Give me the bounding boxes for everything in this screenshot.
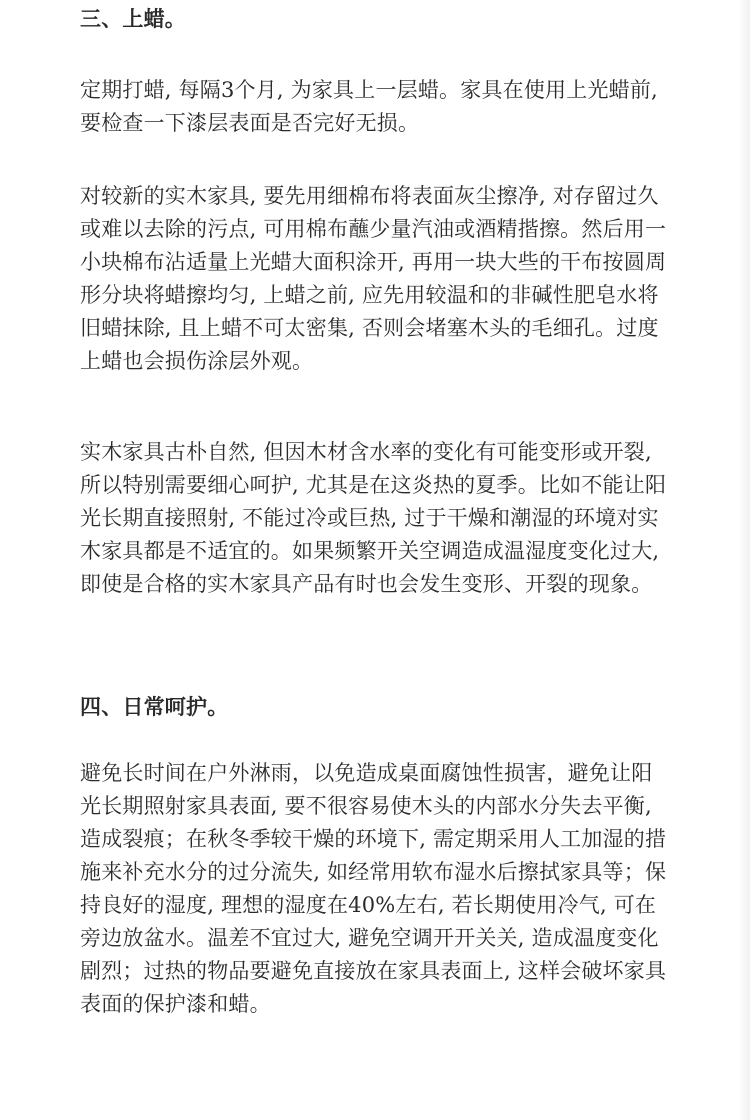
paragraph-daily-care: 避免长时间在户外淋雨，以免造成桌面腐蚀性损害，避免让阳光长期照射家具表面, 要不很容易使木头的内部水分失去平衡, 造成裂痕；在秋冬季较干燥的环境下, 需定期采用人工加湿的措施来补充水分的过分流失, 如经常用软布湿水后擦拭家具等；保持良好的湿度, 理想的湿度在40%左右, 若长期使用冷气, 可在旁边放盆水。温差不宜过大, 避免空调开开关关, 造成温度变化剧烈；过热的物品要避免直接放在家具表面上, 这样会破坏家具表面的保护漆和蜡。 (80, 761, 667, 1016)
section-heading-wax: 三、上蜡。 (80, 6, 186, 31)
paragraph-wood-care: 实木家具古朴自然, 但因木材含水率的变化有可能变形或开裂, 所以特别需要细心呵护, 尤其是在这炎热的夏季。比如不能让阳光长期直接照射, 不能过冷或巨热, 过于干燥和潮湿的环境对实木家具都是不适宜的。如果频繁开关空调造成温湿度变化过大, 即使是合格的实木家具产品有时也会发生变形、开裂的现象。 (80, 440, 667, 596)
section-heading-daily-care: 四、日常呵护。 (80, 694, 229, 719)
page-edge-shadow (738, 0, 750, 1120)
paragraph-wax-schedule: 定期打蜡, 每隔3个月, 为家具上一层蜡。家具在使用上光蜡前, 要检查一下漆层表面是否完好无损。 (80, 78, 658, 135)
paragraph-wax-method: 对较新的实木家具, 要先用细棉布将表面灰尘擦净, 对存留过久或难以去除的污点, 可用棉布蘸少量汽油或酒精揩擦。然后用一小块棉布沾适量上光蜡大面积涂开, 再用一块大些的干布按圆周形分块将蜡擦均匀, 上蜡之前, 应先用较温和的非碱性肥皂水将旧蜡抹除, 且上蜡不可太密集, 否则会堵塞木头的毛细孔。过度上蜡也会损伤涂层外观。 (80, 184, 667, 373)
